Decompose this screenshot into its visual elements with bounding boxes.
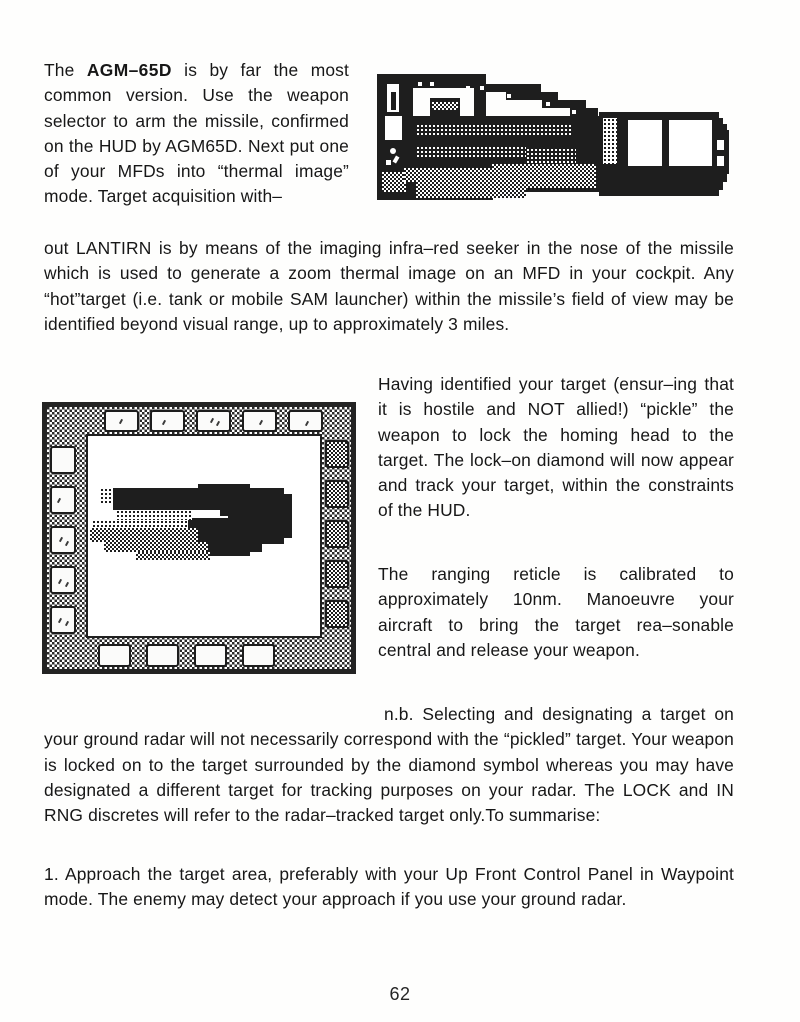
mfd-button-left-1[interactable]: [50, 446, 76, 474]
mfd-button-top-2[interactable]: [150, 410, 185, 432]
scan-speck: [210, 418, 214, 423]
missile-illustration: [374, 68, 730, 206]
scan-speck: [65, 621, 69, 626]
mfd-button-top-1[interactable]: [104, 410, 139, 432]
scan-speck: [305, 421, 309, 426]
paragraph-step-1: 1. Approach the target area, preferably with your Up Front Control Panel in Waypoint mode. The enemy may detect your approach if you use your ground radar.: [44, 864, 734, 910]
mfd-button-left-5[interactable]: [50, 606, 76, 634]
scan-speck: [119, 419, 123, 424]
scan-speck: [59, 537, 63, 542]
mfd-button-bottom-2[interactable]: [146, 644, 179, 667]
mfd-button-top-3[interactable]: [196, 410, 231, 432]
mfd-screen: [86, 434, 322, 638]
scan-speck: [162, 420, 166, 425]
scan-speck: [57, 498, 61, 503]
scan-speck: [58, 579, 62, 584]
thermal-target-image: [88, 436, 320, 636]
scan-speck: [216, 421, 220, 426]
mfd-button-left-2[interactable]: [50, 486, 76, 514]
mfd-button-right-2[interactable]: [325, 480, 349, 508]
mfd-button-right-3[interactable]: [325, 520, 349, 548]
scan-speck: [259, 420, 263, 425]
mfd-button-bottom-1[interactable]: [98, 644, 131, 667]
paragraph-reticle: The ranging reticle is calibrated to approximately 10nm. Manoeuvre your aircraft to bring the target rea–sonable central and release your weapon.: [378, 564, 734, 660]
mfd-button-right-1[interactable]: [325, 440, 349, 468]
mfd-illustration: [42, 402, 356, 674]
mfd-button-bottom-4[interactable]: [242, 644, 275, 667]
mfd-button-bottom-3[interactable]: [194, 644, 227, 667]
paragraph-intro: [44, 58, 349, 210]
weapon-designation: AGM–65D: [86, 60, 172, 80]
mfd-button-left-3[interactable]: [50, 526, 76, 554]
paragraph-lantirn: out LANTIRN is by means of the imaging infra–red seeker in the nose of the missile which is used to generate a zoom thermal image on an MFD in your cockpit. Any “hot”target (i.e. tank or mobile SAM launcher) within the missile’s field of view may be identified beyond visual range, up to approximately 3 miles.: [44, 238, 734, 334]
intro-text-before-bold: The: [44, 60, 87, 80]
mfd-button-right-5[interactable]: [325, 600, 349, 628]
mfd-button-top-4[interactable]: [242, 410, 277, 432]
paragraph-nb: n.b. Selecting and designating a target on your ground radar will not necessarily correspond with the “pickled” target. Your weapon is locked on to the target surrounded by the diamond symbol whereas you may have designated a different target for tracking purposes on your radar. The LOCK and IN RNG discretes will refer to the radar–tracked target only.To summarise:: [44, 704, 734, 826]
scan-speck: [65, 582, 69, 587]
paragraph-pickle: Having identified your target (ensur–ing that it is hostile and NOT allied!) “pickle” the weapon to lock the homing head to the target. The lock–on diamond will now appear and track your target, within the constraints of the HUD.: [378, 374, 734, 521]
intro-text-after-bold: is by far the most common version. Use the weapon selector to arm the missile, confirmed on the HUD by AGM65D. Next put one of your MFDs into “thermal image” mode. Target acquisition with–: [44, 60, 349, 207]
mfd-button-top-5[interactable]: [288, 410, 323, 432]
mfd-button-right-4[interactable]: [325, 560, 349, 588]
scan-speck: [65, 541, 69, 546]
page-number: 62: [389, 984, 411, 1004]
scan-speck: [58, 618, 62, 623]
mfd-button-left-4[interactable]: [50, 566, 76, 594]
